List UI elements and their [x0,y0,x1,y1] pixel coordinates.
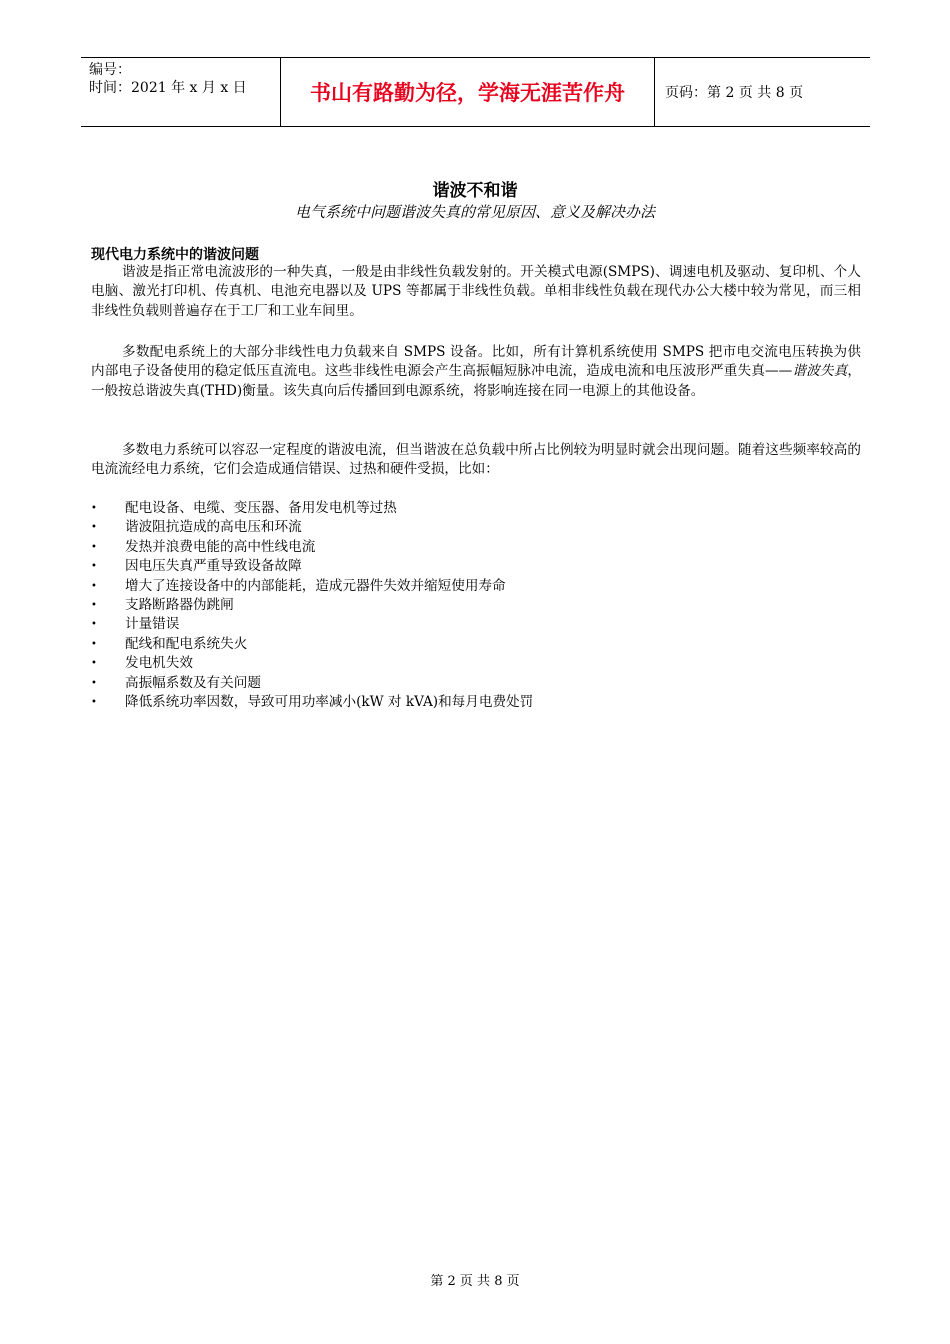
section-heading: 现代电力系统中的谐波问题 [91,247,259,263]
document-title: 谐波不和谐 [432,181,518,201]
list-item [91,577,861,596]
list-item-text: 降低系统功率因数，导致可用功率减小(kW 对 kVA)和每月电费处罚 [125,693,534,710]
list-item [91,674,861,693]
header-table [81,57,870,127]
bullet-dot-icon: • [91,561,97,573]
list-item [91,615,861,634]
list-item-text: 发热并浪费电能的高中性线电流 [125,538,316,555]
list-item [91,654,861,673]
bullet-dot-icon: • [91,503,97,514]
number-label: 编号： [89,62,131,78]
bullet-dot-icon: • [91,619,97,631]
list-item-text: 发电机失效 [125,655,193,672]
list-item [91,557,861,576]
bullet-dot-icon: • [91,599,97,611]
list-item-text: 计量错误 [125,616,180,633]
paragraph-3: 多数电力系统可以容忍一定程度的谐波电流，但当谐波在总负载中所占比例较为明显时就会出现问题。随着这些频率较高的电流流经电力系统，它们会造成通信错误、过热和硬件受损，比如： [91,442,861,478]
motto-text: 书山有路勤为径，学海无涯苦作舟 [310,81,625,105]
bullet-dot-icon: • [91,541,97,553]
list-item-text: 谐波阻抗造成的高电压和环流 [125,519,302,536]
list-item [91,635,861,654]
paragraph-2-part1: 多数配电系统上的大部分非线性电力负载来自 SMPS 设备。比如，所有计算机系统使用 SMPS 把市电交流电压转换为供内部电子设备使用的稳定低压直流电。这些非线性电源会产生高振幅短脉冲电流，造成电流和电压波形严重失真—— [91,344,861,380]
page-info-text: 页码：第 2 页 共 8 页 [665,85,804,101]
list-item [91,596,861,615]
paragraph-2 [91,343,861,401]
paragraph-2-emphasis: 谐波失真 [792,363,848,380]
list-item [91,693,861,712]
bullet-dot-icon: • [91,638,97,650]
bullet-dot-icon: • [91,696,97,708]
list-item [91,518,861,537]
bullet-dot-icon: • [91,658,97,670]
list-item-text: 配线和配电系统失火 [125,635,248,652]
header-meta-cell [81,58,281,126]
list-item [91,499,861,518]
list-item-text: 高振幅系数及有关问题 [125,674,261,691]
time-label: 时间：2021 年 x 月 x 日 [89,80,247,96]
list-item-text: 因电压失真严重导致设备故障 [125,558,302,575]
paragraph-1: 谐波是指正常电流波形的一种失真，一般是由非线性负载发射的。开关模式电源(SMPS)、调速电机及驱动、复印机、个人电脑、激光打印机、传真机、电池充电器以及 UPS 等都属于非线性负载。单相非线性负载在现代办公大楼中较为常见，而三相非线性负载则普遍存在于工厂和工业车间里。 [91,264,861,319]
bullet-list [91,499,861,712]
list-item-text: 增大了连接设备中的内部能耗，造成元器件失效并缩短使用寿命 [125,577,506,594]
document-subtitle: 电气系统中问题谐波失真的常见原因、意义及解决办法 [294,203,655,221]
bullet-dot-icon: • [91,522,97,534]
page-info-cell [655,58,870,126]
bullet-dot-icon: • [91,677,97,689]
list-item [91,538,861,557]
list-item-text: 配电设备、电缆、变压器、备用发电机等过热 [125,500,397,516]
list-item-text: 支路断路器伪跳闸 [125,596,234,613]
page-footer: 第 2 页 共 8 页 [430,1274,520,1289]
paragraph-2-part2: ，一般按总谐波失真(THD)衡量。该失真向后传播回到电源系统，将影响连接在同一电源上的其他设备。 [91,363,861,399]
bullet-dot-icon: • [91,580,97,592]
motto-cell [281,58,655,126]
